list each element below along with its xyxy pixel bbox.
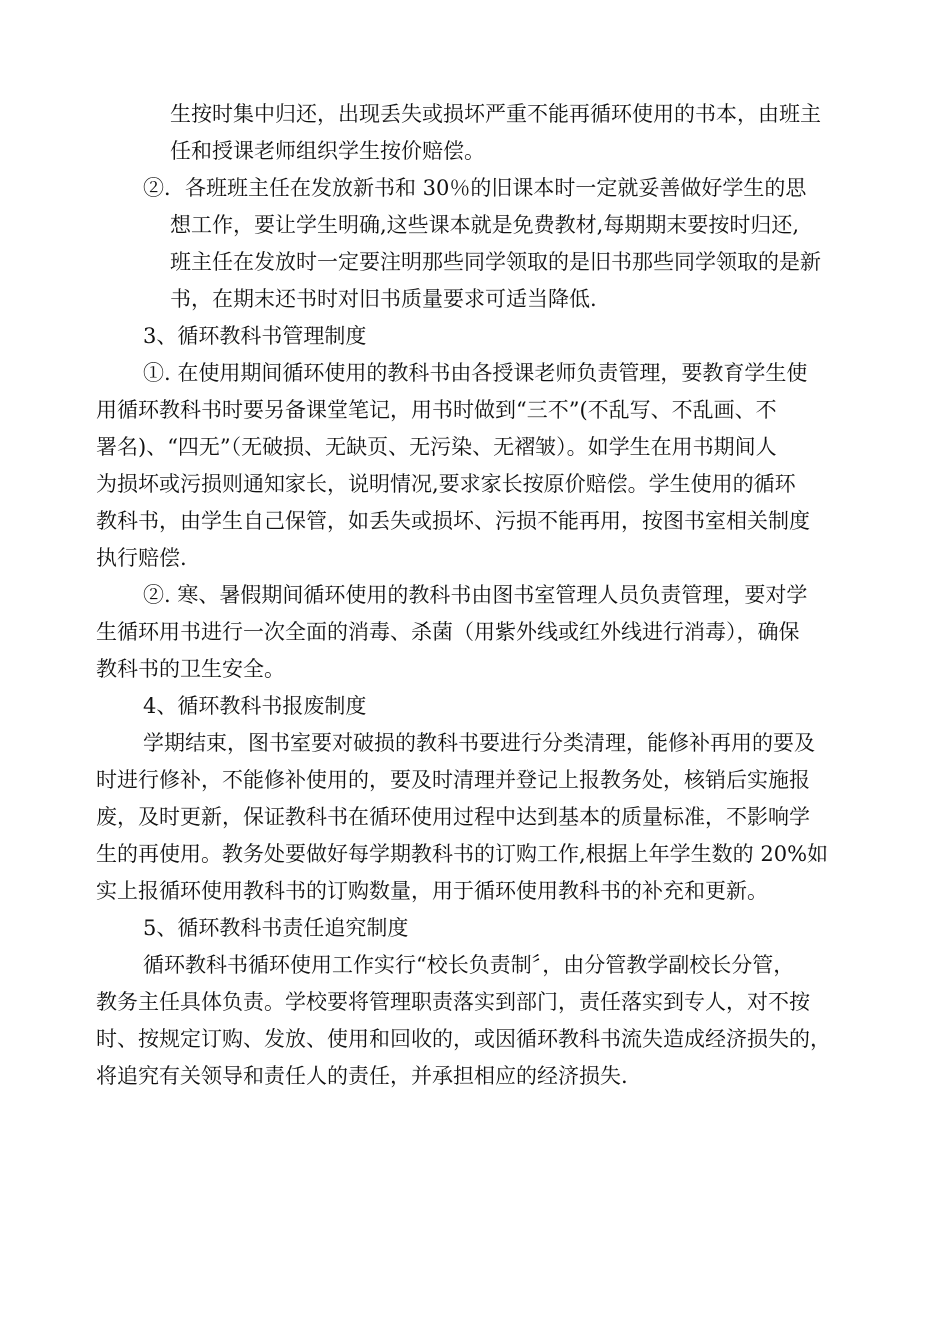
text-line: 想工作，要让学生明确,这些课本就是免费教材,每期期末要按时归还, bbox=[170, 213, 800, 237]
text-line: 署名)、“四无”（无破损、无缺页、无污染、无褶皱）。如学生在用书期间人 bbox=[96, 435, 777, 459]
text-line: 用循环教科书时要另备课堂笔记，用书时做到“三不”(不乱写、不乱画、不 bbox=[96, 398, 777, 422]
text-line: 循环教科书循环使用工作实行“校长负责制〞，由分管教学副校长分管， bbox=[143, 953, 795, 977]
text-line: 生按时集中归还，出现丢失或损坏严重不能再循环使用的书本，由班主 bbox=[170, 102, 821, 126]
text-line: 书，在期末还书时对旧书质量要求可适当降低. bbox=[170, 287, 597, 311]
text-line: ②．各班班主任在发放新书和 30％的旧课本时一定就妥善做好学生的思 bbox=[143, 176, 807, 200]
text-line: 教科书，由学生自己保管，如丢失或损坏、污损不能再用，按图书室相关制度 bbox=[96, 509, 810, 533]
section-heading: 4、循环教科书报废制度 bbox=[143, 694, 367, 718]
text-line: 时、按规定订购、发放、使用和回收的，或因循环教科书流失造成经济损失的， bbox=[96, 1027, 831, 1051]
text-line: 生的再使用。教务处要做好每学期教科书的订购工作,根据上年学生数的 20%如 bbox=[96, 842, 829, 866]
text-line: 执行赔偿. bbox=[96, 546, 187, 570]
section-heading: 5、循环教科书责任追究制度 bbox=[143, 916, 409, 940]
text-line: ①. 在使用期间循环使用的教科书由各授课老师负责管理，要教育学生使 bbox=[143, 361, 808, 385]
text-line: 学期结束，图书室要对破损的教科书要进行分类清理，能修补再用的要及 bbox=[143, 731, 815, 755]
text-line: 将追究有关领导和责任人的责任，并承担相应的经济损失. bbox=[96, 1064, 628, 1088]
text-line: 教务主任具体负责。学校要将管理职责落实到部门，责任落实到专人，对不按 bbox=[96, 990, 810, 1014]
text-line: ②. 寒、暑假期间循环使用的教科书由图书室管理人员负责管理，要对学 bbox=[143, 583, 808, 607]
text-line: 班主任在发放时一定要注明那些同学领取的是旧书那些同学领取的是新 bbox=[170, 250, 821, 274]
text-line: 为损坏或污损则通知家长，说明情况,要求家长按原价赔偿。学生使用的循环 bbox=[96, 472, 796, 496]
text-line: 废，及时更新，保证教科书在循环使用过程中达到基本的质量标准，不影响学 bbox=[96, 805, 810, 829]
section-heading: 3、循环教科书管理制度 bbox=[143, 324, 367, 348]
text-line: 任和授课老师组织学生按价赔偿。 bbox=[170, 139, 485, 163]
text-line: 实上报循环使用教科书的订购数量，用于循环使用教科书的补充和更新。 bbox=[96, 879, 768, 903]
text-line: 生循环用书进行一次全面的消毒、杀菌（用紫外线或红外线进行消毒），确保 bbox=[96, 620, 800, 644]
text-line: 教科书的卫生安全。 bbox=[96, 657, 285, 681]
text-line: 时进行修补，不能修补使用的，要及时清理并登记上报教务处，核销后实施报 bbox=[96, 768, 810, 792]
